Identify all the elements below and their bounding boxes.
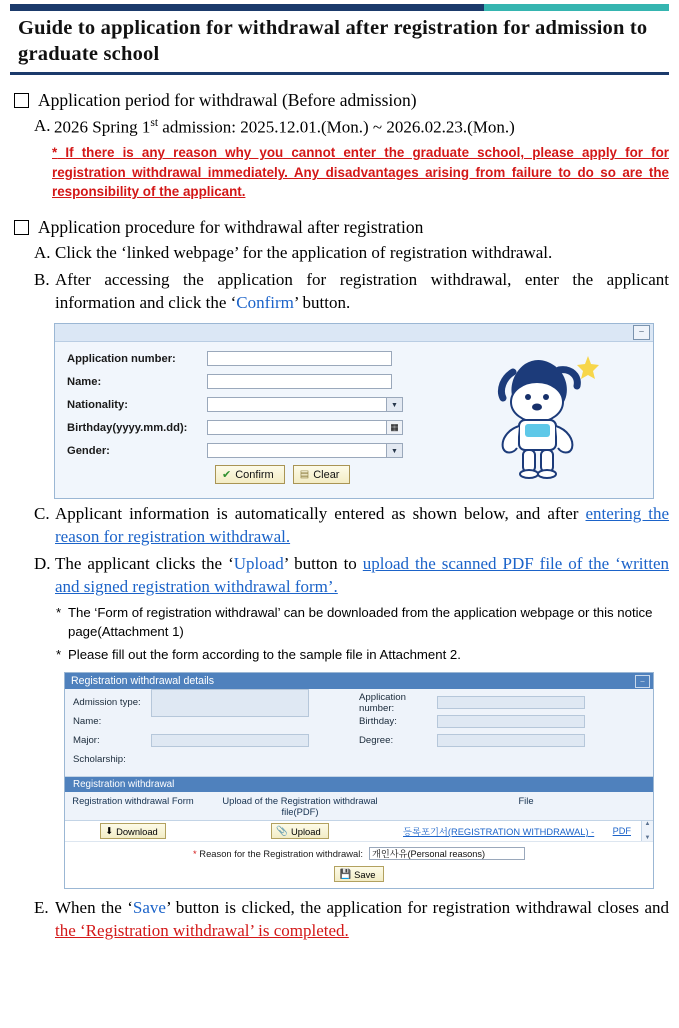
item-d-underlined-text: upload the scanned PDF file of the ‘written and signed registration withdrawal form’. xyxy=(55,554,669,596)
field-application-number xyxy=(359,691,645,714)
birthday-value xyxy=(437,715,585,728)
item-e-red-underlined-text: the ‘Registration withdrawal’ is completed. xyxy=(55,921,349,941)
minimize-icon[interactable]: – xyxy=(635,675,650,688)
birthday-input[interactable] xyxy=(207,420,403,435)
page-title: Guide to application for withdrawal after registration for admission to graduate school xyxy=(18,17,648,66)
reason-row xyxy=(65,842,653,864)
section2-item-d-text: The applicant clicks the ‘Upload’ button to upload the scanned PDF file of the ‘written and signed registration withdrawal form’. xyxy=(55,554,669,596)
field-degree xyxy=(359,733,645,748)
mascot-illustration xyxy=(467,350,643,490)
section-application-procedure xyxy=(10,216,669,943)
scroll-up-icon[interactable]: ▲ xyxy=(644,821,651,828)
upload-cell xyxy=(201,821,399,841)
save-icon: 💾 xyxy=(339,868,352,880)
section2-item-d xyxy=(34,553,669,599)
field-label: Major: xyxy=(73,735,100,747)
form-body xyxy=(55,342,653,498)
field-label: Application number: xyxy=(67,352,176,365)
section2-item-e-text: When the ‘Save’ button is clicked, the application for registration withdrawal closes and the ‘Registration withdrawal’ is completed. xyxy=(55,898,669,941)
field-label: Scholarship: xyxy=(73,754,126,766)
section2-item-d-marker: D. xyxy=(34,554,51,574)
column-header-form: Registration withdrawal Form xyxy=(72,795,194,807)
confirm-button[interactable]: ✔ Confirm xyxy=(215,465,285,484)
degree-value xyxy=(437,734,585,747)
details-info-left xyxy=(73,695,359,771)
details-info-grid xyxy=(73,691,645,771)
field-label: Birthday: xyxy=(359,716,397,728)
field-label: Admission type: xyxy=(73,697,141,709)
section1-heading: Application period for withdrawal (Before admission) xyxy=(38,90,417,111)
header-bar-left xyxy=(10,4,484,11)
section-application-period xyxy=(10,89,669,201)
ordinal-suffix: st xyxy=(150,116,159,130)
section2-item-b-text: After accessing the application for registration withdrawal, enter the applicant information and click the ‘Confirm’ button. xyxy=(55,270,669,313)
section1-item-a-text: 2026 Spring 1st admission: 2025.12.01.(Mon.) ~ 2026.02.23.(Mon.) xyxy=(54,116,515,137)
field-label: Name: xyxy=(73,716,102,728)
section2-heading: Application procedure for withdrawal after registration xyxy=(38,216,424,237)
section2-item-c-marker: C. xyxy=(34,504,50,524)
field-birthday xyxy=(359,714,645,729)
section1-item-a-marker: A. xyxy=(34,116,51,136)
gender-select[interactable] xyxy=(207,443,403,458)
nationality-select[interactable] xyxy=(207,397,403,412)
section2-item-e-marker: E. xyxy=(34,898,49,918)
mascot-icon xyxy=(485,350,615,480)
document-page xyxy=(0,4,679,1028)
file-table-header xyxy=(65,792,653,821)
column-header-upload: Upload of the Registration withdrawal file(PDF) xyxy=(222,795,378,818)
major-value xyxy=(151,734,309,747)
required-asterisk-icon: * xyxy=(193,848,197,860)
admission-type-value xyxy=(151,689,309,717)
confirm-label-inline: Confirm xyxy=(236,293,294,313)
download-icon: ⬇ xyxy=(105,825,114,837)
field-nationality xyxy=(67,396,467,413)
save-button[interactable]: 💾 Save xyxy=(334,866,383,882)
details-titlebar xyxy=(65,673,653,689)
item-c-underlined-text: entering the reason for registration withdrawal. xyxy=(55,504,670,547)
chevron-down-icon: ▼ xyxy=(386,398,402,411)
form-button-row xyxy=(215,465,467,484)
table-row xyxy=(65,821,653,842)
download-button[interactable]: ⬇ Download xyxy=(100,823,166,839)
withdrawal-details-figure xyxy=(64,672,654,889)
asterisk-icon: * xyxy=(52,145,58,161)
field-label: Gender: xyxy=(67,444,110,457)
section2-item-e xyxy=(34,897,669,943)
section1-heading-row xyxy=(12,89,669,112)
save-label-inline: Save xyxy=(132,898,166,918)
field-birthday xyxy=(67,419,467,436)
section2-item-b-marker: B. xyxy=(34,270,50,290)
section1-red-warning xyxy=(52,143,669,201)
minimize-icon[interactable]: – xyxy=(633,325,650,340)
scroll-down-icon[interactable]: ▼ xyxy=(644,835,651,842)
calendar-icon[interactable]: ▦ xyxy=(386,421,402,434)
field-label: Name: xyxy=(67,375,102,388)
asterisk-icon: * xyxy=(56,647,62,663)
file-cell xyxy=(399,822,641,840)
applicant-form-figure xyxy=(54,323,654,499)
section2-note-1-text: The ‘Form of registration withdrawal’ can be downloaded from the application webpage or this notice page(Attachment 1) xyxy=(68,604,653,639)
field-admission-type xyxy=(73,695,359,710)
check-icon: ✔ xyxy=(222,469,232,482)
section2-item-b xyxy=(34,269,669,315)
asterisk-icon: * xyxy=(56,604,62,620)
field-scholarship xyxy=(73,752,359,767)
field-label: Degree: xyxy=(359,735,394,747)
field-name xyxy=(67,373,467,390)
checkbox-icon xyxy=(14,93,29,108)
name-input[interactable] xyxy=(207,374,392,389)
field-application-number xyxy=(67,350,467,367)
checkbox-icon xyxy=(14,220,29,235)
form-titlebar xyxy=(55,324,653,342)
section2-heading-row xyxy=(12,216,669,239)
section1-item-a xyxy=(34,115,669,139)
header-color-bar xyxy=(10,4,669,11)
upload-button[interactable]: 📎 Upload xyxy=(271,823,328,839)
field-major xyxy=(73,733,359,748)
field-label: Nationality: xyxy=(67,398,128,411)
application-number-input[interactable] xyxy=(207,351,392,366)
uploaded-file-link[interactable]: 등록포기서(REGISTRATION WITHDRAWAL) - xyxy=(403,827,595,838)
details-info-right xyxy=(359,691,645,771)
save-row xyxy=(65,864,653,888)
eraser-icon: ▤ xyxy=(299,469,310,481)
file-type-label[interactable]: PDF xyxy=(612,826,631,837)
header-bar-right xyxy=(484,4,669,11)
section2-item-c xyxy=(34,503,669,549)
section2-item-c-text: Applicant information is automatically entered as shown below, and after entering the reason for registration withdrawal. xyxy=(55,504,670,547)
details-title: Registration withdrawal details xyxy=(71,675,215,688)
table-scrollbar[interactable] xyxy=(641,821,653,841)
section2-item-a xyxy=(34,242,669,265)
download-cell xyxy=(65,821,201,841)
reason-input[interactable]: 개인사유(Personal reasons) xyxy=(369,847,525,860)
details-info-panel xyxy=(65,689,653,777)
section2-note-2-text: Please fill out the form according to the sample file in Attachment 2. xyxy=(68,647,461,663)
title-underline-rule xyxy=(10,72,669,75)
clear-button[interactable]: ▤ Clear xyxy=(293,465,351,484)
upload-label-inline: Upload xyxy=(233,554,284,574)
application-number-value xyxy=(437,696,585,709)
details-subsection-title: Registration withdrawal xyxy=(65,777,653,792)
field-label: Birthday(yyyy.mm.dd): xyxy=(67,421,188,434)
reason-label: * Reason for the Registration withdrawal: xyxy=(193,848,363,860)
form-field-list xyxy=(67,350,467,490)
section1-red-warning-text: If there is any reason why you cannot enter the graduate school, please apply for for registration withdrawal immediately. Any disadvantages arising from failure to do so are the responsibility of the applicant. xyxy=(52,145,669,200)
field-label: Application number: xyxy=(359,691,406,714)
section2-note-2 xyxy=(56,646,669,665)
section2-item-a-text: Click the ‘linked webpage’ for the application of registration withdrawal. xyxy=(55,243,553,263)
paperclip-icon: 📎 xyxy=(276,825,288,837)
field-gender xyxy=(67,442,467,459)
column-header-file: File xyxy=(518,795,534,807)
section2-note-1 xyxy=(56,604,669,641)
chevron-down-icon: ▼ xyxy=(386,444,402,457)
section2-item-a-marker: A. xyxy=(34,243,51,263)
